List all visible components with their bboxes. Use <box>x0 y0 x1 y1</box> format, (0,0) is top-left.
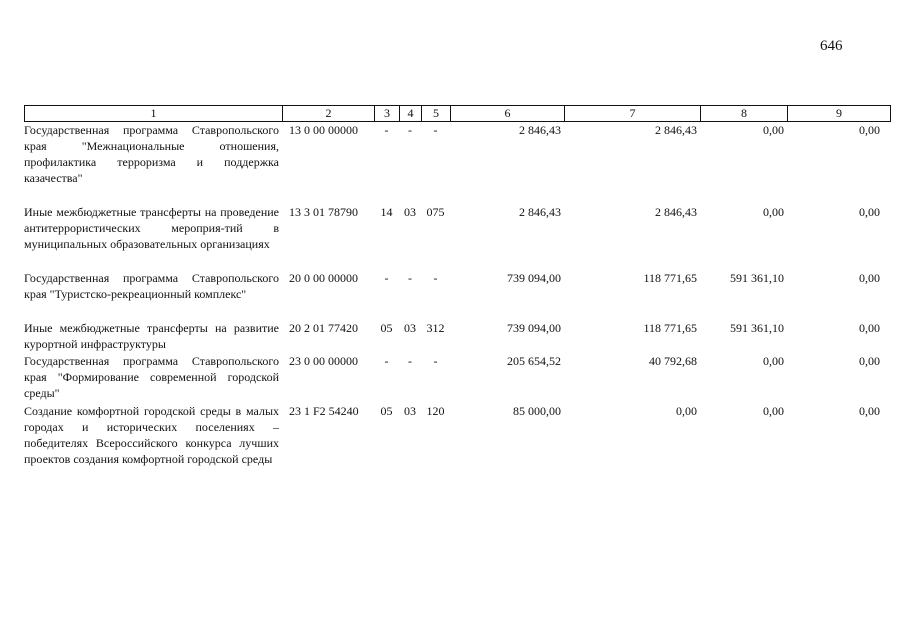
row-type: - <box>433 354 438 368</box>
table-row <box>24 320 890 353</box>
row-section: - <box>384 354 389 368</box>
row-name: Государственная программа Ставропольского края "Межнациональные отношения, профилактика терроризма и поддержка казачества" <box>24 123 279 185</box>
row-name: Иные межбюджетные трансферты на проведение антитеррористических мероприя-тий в муниципальных образовательных организациях <box>24 205 279 251</box>
table-row <box>24 403 890 485</box>
row-type: - <box>433 271 438 285</box>
row-section: 14 <box>380 205 393 219</box>
row-value-7: 2 846,43 <box>655 205 697 219</box>
row-subsection: - <box>408 354 412 368</box>
row-subsection: 03 <box>404 404 416 418</box>
row-value-8: 0,00 <box>763 354 784 368</box>
row-value-7: 0,00 <box>676 404 697 418</box>
row-name: Государственная программа Ставропольского края "Туристско-рекреационный комплекс" <box>24 271 279 301</box>
column-header-table <box>24 105 891 122</box>
row-value-6: 2 846,43 <box>519 205 561 219</box>
column-header: 7 <box>565 106 701 122</box>
column-header: 5 <box>422 106 451 122</box>
row-section: - <box>384 123 389 137</box>
row-subsection: - <box>408 123 412 137</box>
row-value-7: 118 771,65 <box>643 321 697 335</box>
budget-table <box>24 122 890 485</box>
row-value-9: 0,00 <box>859 205 880 219</box>
column-header-row <box>25 106 891 122</box>
row-value-6: 739 094,00 <box>507 321 561 335</box>
row-value-8: 591 361,10 <box>730 321 784 335</box>
row-value-9: 0,00 <box>859 321 880 335</box>
table-row <box>24 204 890 270</box>
page-number: 646 <box>820 38 843 54</box>
row-value-6: 205 654,52 <box>507 354 561 368</box>
row-subsection: - <box>408 271 412 285</box>
column-header: 3 <box>375 106 400 122</box>
row-value-9: 0,00 <box>859 271 880 285</box>
row-name: Создание комфортной городской среды в малых городах и исторических поселениях – победителях Всероссийского конкурса лучших проектов создания комфортной городской среды <box>24 404 279 466</box>
column-header: 9 <box>788 106 891 122</box>
row-code: 20 0 00 00000 <box>289 271 358 285</box>
column-header: 2 <box>283 106 375 122</box>
row-subsection: 03 <box>404 205 416 219</box>
row-value-8: 0,00 <box>763 123 784 137</box>
row-value-7: 2 846,43 <box>655 123 697 137</box>
column-header: 4 <box>400 106 422 122</box>
row-value-6: 739 094,00 <box>507 271 561 285</box>
row-code: 23 1 F2 54240 <box>289 404 359 418</box>
column-header: 1 <box>25 106 283 122</box>
row-value-9: 0,00 <box>859 404 880 418</box>
row-value-7: 40 792,68 <box>649 354 697 368</box>
row-type: - <box>433 123 438 137</box>
row-section: 05 <box>380 321 393 335</box>
row-code: 20 2 01 77420 <box>289 321 358 335</box>
column-header: 8 <box>701 106 788 122</box>
row-value-7: 118 771,65 <box>643 271 697 285</box>
row-code: 13 3 01 78790 <box>289 205 358 219</box>
row-section: 05 <box>380 404 393 418</box>
table-row <box>24 353 890 403</box>
row-type: 075 <box>426 205 445 219</box>
row-value-9: 0,00 <box>859 354 880 368</box>
row-code: 23 0 00 00000 <box>289 354 358 368</box>
row-value-9: 0,00 <box>859 123 880 137</box>
row-name: Государственная программа Ставропольского края "Формирование современной городской среды" <box>24 354 279 400</box>
table-row <box>24 270 890 320</box>
row-type: 120 <box>426 404 445 418</box>
column-header: 6 <box>451 106 565 122</box>
row-value-8: 0,00 <box>763 205 784 219</box>
row-value-8: 0,00 <box>763 404 784 418</box>
row-value-6: 85 000,00 <box>513 404 561 418</box>
row-subsection: 03 <box>404 321 416 335</box>
row-value-8: 591 361,10 <box>730 271 784 285</box>
row-code: 13 0 00 00000 <box>289 123 358 137</box>
row-type: 312 <box>426 321 445 335</box>
row-name: Иные межбюджетные трансферты на развитие курортной инфраструктуры <box>24 321 279 351</box>
row-value-6: 2 846,43 <box>519 123 561 137</box>
table-row <box>24 122 890 204</box>
row-section: - <box>384 271 389 285</box>
